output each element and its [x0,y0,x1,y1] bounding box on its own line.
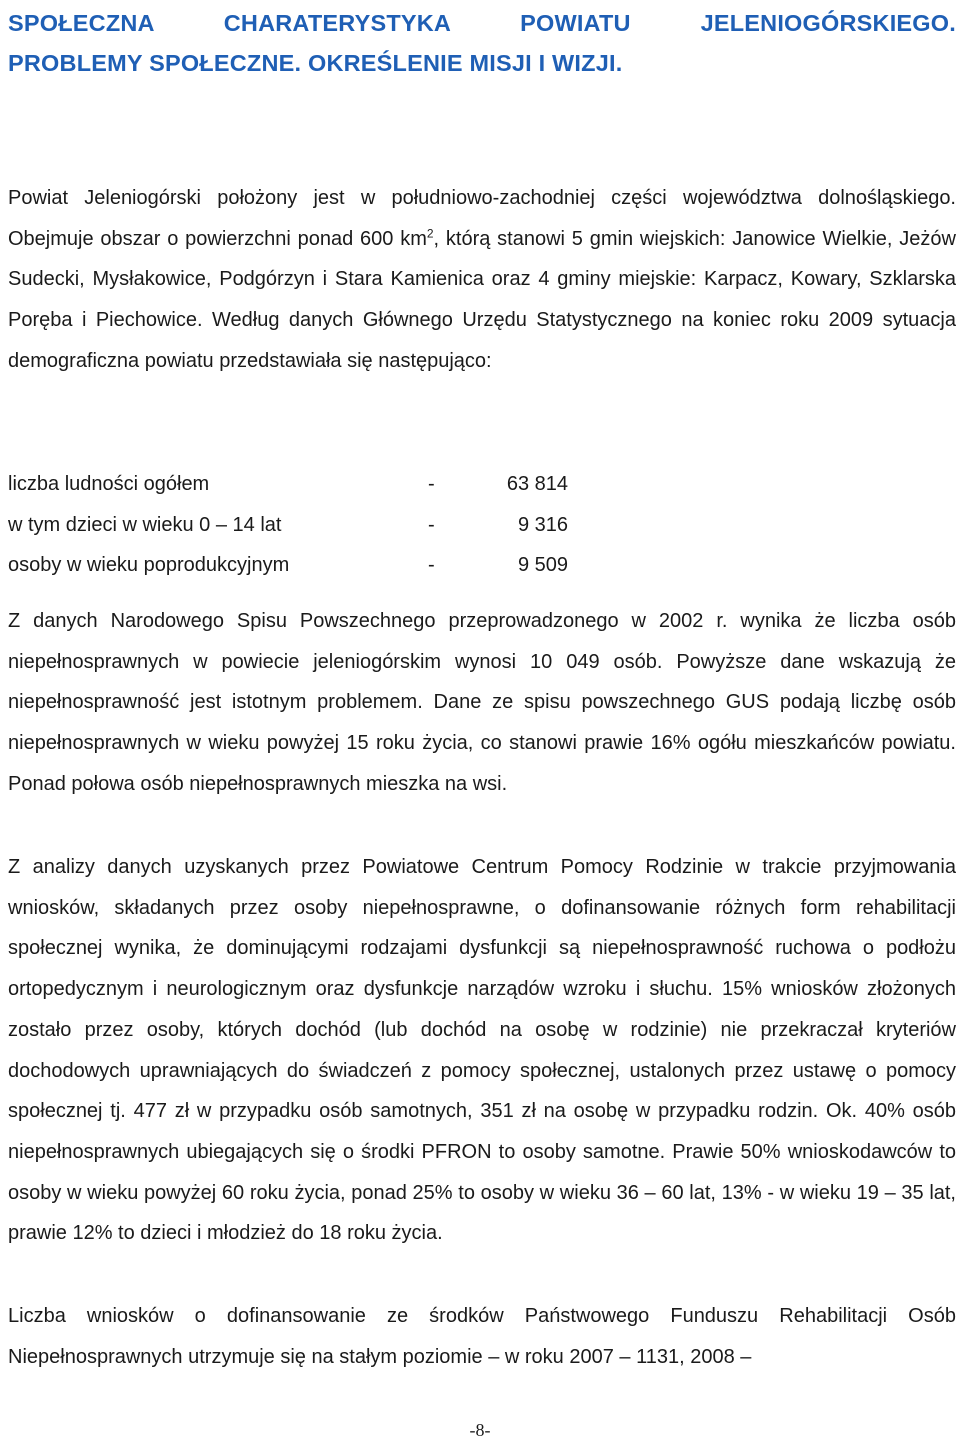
intro-text-1: Powiat Jeleniogórski położony jest w południowo-zachodniej części województwa dolnośląskiego. Obejmuje obszar o powierzchni ponad 600 km [8,187,956,250]
stat-label: osoby w wieku poprodukcyjnym [8,554,290,577]
heading-line-1: SPOŁECZNA CHARATERYSTYKA POWIATU JELENIOGÓRSKIEGO. [8,10,956,36]
stat-dash: - [428,473,435,495]
superscript: 2 [426,226,434,241]
intro-paragraph [8,178,956,382]
page-number: -8- [469,1420,491,1440]
intro-text-2: , którą stanowi 5 gmin wiejskich: Janowice Wielkie, Jeżów Sudecki, Mysłakowice, Podgórzyn i Stara Kamienica oraz 4 gminy miejskie: Karpacz, Kowary, Szklarska Poręba i Piechowice. Według danych Głównego Urzędu Statystycznego na koniec roku 2009 sytuacja demograficzna powiatu przedstawiała się następująco: [8,227,956,372]
stat-row [8,464,568,505]
stat-label: w tym dzieci w wieku 0 – 14 lat [8,513,282,536]
page-heading [8,3,956,83]
stat-value: 63 814 [506,473,568,495]
stat-row [8,545,568,586]
pfron-applications-paragraph: Liczba wniosków o dofinansowanie ze środków Państwowego Funduszu Rehabilitacji Osób Niepełnosprawnych utrzymuje się na stałym poziomie – w roku 2007 – 1131, 2008 – [8,1305,956,1368]
stat-label: liczba ludności ogółem [8,473,210,495]
pcpr-analysis-paragraph: Z analizy danych uzyskanych przez Powiatowe Centrum Pomocy Rodzinie w trakcie przyjmowania wniosków, składanych przez osoby niepełnosprawne, o dofinansowanie różnych form rehabilitacji społecznej wynika, że dominującymi rodzajami dysfunkcji są niepełnosprawność ruchowa o podłożu ortopedycznym i neurologicznym oraz dysfunkcje narządów wzroku i słuchu. 15% wniosków złożonych zostało przez osoby, których dochód (lub dochód na osobę w rodzinie) nie przekraczał kryteriów dochodowych uprawniających do świadczeń z pomocy społecznej, ustalonych przez ustawę o pomocy społecznej tj. 477 zł w przypadku osób samotnych, 351 zł na osobę w przypadku rodzin. Ok. 40% osób niepełnosprawnych ubiegających się o środki PFRON to osoby samotne. Prawie 50% wnioskodawców to osoby w wieku powyżej 60 roku życia, ponad 25% to osoby w wieku 36 – 60 lat, 13% - w wieku 19 – 35 lat, prawie 12% to dzieci i młodzież do 18 roku życia. [8,856,956,1245]
disability-census-paragraph: Z danych Narodowego Spisu Powszechnego przeprowadzonego w 2002 r. wynika że liczba osób niepełnosprawnych w powiecie jeleniogórskim wynosi 10 049 osób. Powyższe dane wskazują że niepełnosprawność jest istotnym problemem. Dane ze spisu powszechnego GUS podają liczbę osób niepełnosprawnych w wieku powyżej 15 roku życia, co stanowi prawie 16% ogółu mieszkańców powiatu. Ponad połowa osób niepełnosprawnych mieszka na wsi. [8,610,956,795]
stat-value: 9 509 [517,554,568,577]
document-page [8,0,956,1368]
stat-value: 9 316 [517,513,568,536]
demographic-stats [8,464,568,586]
stat-row [8,505,568,546]
stat-dash: - [428,554,435,577]
stat-dash: - [428,513,435,536]
heading-line-2: PROBLEMY SPOŁECZNE. OKREŚLENIE MISJI I WIZJI. [8,50,623,76]
